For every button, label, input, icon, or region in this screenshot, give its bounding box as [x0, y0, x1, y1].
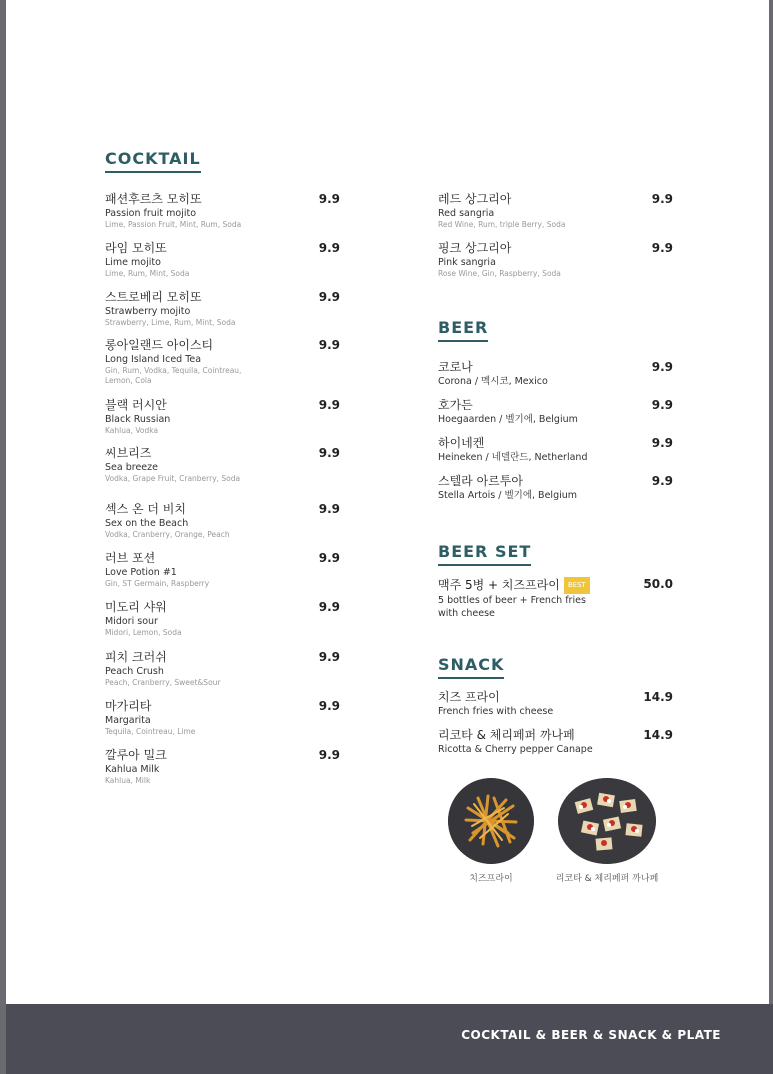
item-name-en: Red sangria	[438, 208, 495, 219]
footer-bar	[6, 1004, 773, 1074]
item-price: 9.9	[318, 551, 340, 565]
cocktail.items-item	[105, 241, 340, 279]
beer-set-name: 맥주 5병 + 치즈프라이	[438, 578, 560, 592]
item-ingredients: Lime, Passion Fruit, Mint, Rum, Soda	[105, 220, 242, 229]
cocktail.items-item	[105, 699, 340, 737]
beer-set-price: 50.0	[643, 577, 673, 591]
item-price: 9.9	[318, 192, 340, 206]
item-name-en: Sex on the Beach	[105, 518, 189, 529]
canape-photo	[558, 778, 656, 864]
canape-caption: 리코타 & 체리페퍼 까나페	[555, 874, 659, 884]
item-name-ko: 깔루아 밀크	[105, 748, 167, 762]
item-ingredients: Midori, Lemon, Soda	[105, 628, 182, 637]
item-name-en: French fries with cheese	[438, 706, 554, 717]
item-name-ko: 러브 포션	[105, 551, 156, 565]
item-ingredients: Strawberry, Lime, Rum, Mint, Soda	[105, 318, 236, 327]
item-name-en: Hoegaarden / 벨기에, Belgium	[438, 414, 578, 425]
item-ingredients: Rose Wine, Gin, Raspberry, Soda	[438, 269, 561, 278]
item-name-en: Midori sour	[105, 616, 158, 627]
item-name-en: Pink sangria	[438, 257, 496, 268]
item-name-ko: 스트로베리 모히또	[105, 290, 202, 304]
item-price: 9.9	[651, 398, 673, 412]
beer-set-section-title: BEER SET	[438, 542, 531, 566]
item-name-en: Heineken / 네델란드, Netherland	[438, 452, 588, 463]
beer-set-desc-line2: with cheese	[438, 608, 495, 619]
item-price: 9.9	[318, 699, 340, 713]
item-price: 9.9	[651, 436, 673, 450]
item-ingredients: Red Wine, Rum, triple Berry, Soda	[438, 220, 566, 229]
item-name-ko: 리코타 & 체리페퍼 까나페	[438, 728, 575, 742]
item-price: 9.9	[318, 748, 340, 762]
item-name-ko: 블랙 러시안	[105, 398, 167, 412]
canape-image	[558, 778, 656, 864]
cheese-fries-caption: 치즈프라이	[469, 874, 513, 884]
item-name-en: Peach Crush	[105, 666, 164, 677]
cocktail.items-item	[105, 502, 340, 540]
item-name-ko: 핑크 상그리아	[438, 241, 512, 255]
item-name-en: Margarita	[105, 715, 151, 726]
cocktail.sangria-item	[438, 241, 673, 279]
item-name-en: Love Potion #1	[105, 567, 177, 578]
cocktail.items-item	[105, 398, 340, 436]
item-ingredients: Tequila, Cointreau, Lime	[105, 727, 196, 736]
beer.items-item	[438, 474, 673, 502]
item-price: 9.9	[318, 290, 340, 304]
item-price: 9.9	[318, 398, 340, 412]
item-ingredients: Kahlua, Vodka	[105, 426, 159, 435]
item-name-ko: 피치 크러쉬	[105, 650, 167, 664]
item-ingredients: Lime, Rum, Mint, Soda	[105, 269, 190, 278]
cocktail.sangria-item	[438, 192, 673, 230]
snack.items-item	[438, 728, 673, 756]
cocktail.items-item	[105, 192, 340, 230]
cocktail.items-item	[105, 748, 340, 786]
cocktail.items-item	[105, 338, 340, 386]
item-price: 9.9	[651, 192, 673, 206]
item-price: 9.9	[318, 338, 340, 352]
item-name-ko: 미도리 샤워	[105, 600, 167, 614]
item-name-ko: 코로나	[438, 360, 473, 374]
beer.items-item	[438, 436, 673, 464]
item-ingredients: Kahlua, Milk	[105, 776, 151, 785]
item-price: 9.9	[318, 241, 340, 255]
cheese-fries-photo	[448, 778, 534, 864]
cocktail.items-item	[105, 551, 340, 589]
item-price: 9.9	[318, 600, 340, 614]
cocktail.items-item	[105, 600, 340, 638]
item-name-ko: 하이네켄	[438, 436, 485, 450]
beer.items-item	[438, 360, 673, 388]
beer-set-desc-line1: 5 bottles of beer + French fries	[438, 595, 586, 606]
item-ingredients: Vodka, Cranberry, Orange, Peach	[105, 530, 230, 539]
item-name-en: Kahlua Milk	[105, 764, 160, 775]
item-price: 14.9	[643, 728, 673, 742]
beer-section-title: BEER	[438, 318, 488, 342]
item-name-ko: 스텔라 아르투아	[438, 474, 523, 488]
item-ingredients: Peach, Cranberry, Sweet&Sour	[105, 678, 221, 687]
item-price: 9.9	[318, 650, 340, 664]
snack.items-item	[438, 690, 673, 718]
item-name-ko: 마가리타	[105, 699, 152, 713]
item-name-ko: 레드 상그리아	[438, 192, 512, 206]
item-price: 9.9	[651, 474, 673, 488]
item-name-ko: 씨브리즈	[105, 446, 152, 460]
item-name-en: Ricotta & Cherry pepper Canape	[438, 744, 593, 755]
item-name-ko: 패션후르츠 모히또	[105, 192, 202, 206]
item-name-ko: 섹스 온 더 비치	[105, 502, 186, 516]
snack-section-title: SNACK	[438, 655, 504, 679]
fries-image	[448, 778, 534, 864]
item-price: 9.9	[318, 502, 340, 516]
item-price: 9.9	[651, 360, 673, 374]
item-ingredients: Gin, Rum, Vodka, Tequila, Cointreau, Lemon, Cola	[105, 366, 242, 385]
beer-set-item	[438, 577, 673, 620]
cocktail-section-title: COCKTAIL	[105, 149, 201, 173]
item-price: 9.9	[318, 446, 340, 460]
item-name-en: Long Island Iced Tea	[105, 354, 202, 365]
item-name-en: Passion fruit mojito	[105, 208, 197, 219]
footer-text: COCKTAIL & BEER & SNACK & PLATE	[461, 1028, 721, 1042]
item-name-ko: 치즈 프라이	[438, 690, 500, 704]
cocktail.items-item	[105, 650, 340, 688]
item-name-ko: 호가든	[438, 398, 473, 412]
item-name-en: Lime mojito	[105, 257, 161, 268]
item-ingredients: Gin, ST Germain, Raspberry	[105, 579, 210, 588]
item-name-en: Strawberry mojito	[105, 306, 191, 317]
cocktail.items-item	[105, 290, 340, 328]
item-name-ko: 롱아일랜드 아이스티	[105, 338, 214, 352]
item-name-en: Stella Artois / 벨기에, Belgium	[438, 490, 578, 501]
item-price: 9.9	[651, 241, 673, 255]
item-ingredients: Vodka, Grape Fruit, Cranberry, Soda	[105, 474, 241, 483]
item-name-en: Sea breeze	[105, 462, 158, 473]
item-price: 14.9	[643, 690, 673, 704]
item-name-ko: 라임 모히또	[105, 241, 167, 255]
beer.items-item	[438, 398, 673, 426]
item-name-en: Corona / 멕시코, Mexico	[438, 376, 548, 387]
cocktail.items-item	[105, 446, 340, 484]
best-badge: BEST	[564, 577, 590, 594]
item-name-en: Black Russian	[105, 414, 171, 425]
